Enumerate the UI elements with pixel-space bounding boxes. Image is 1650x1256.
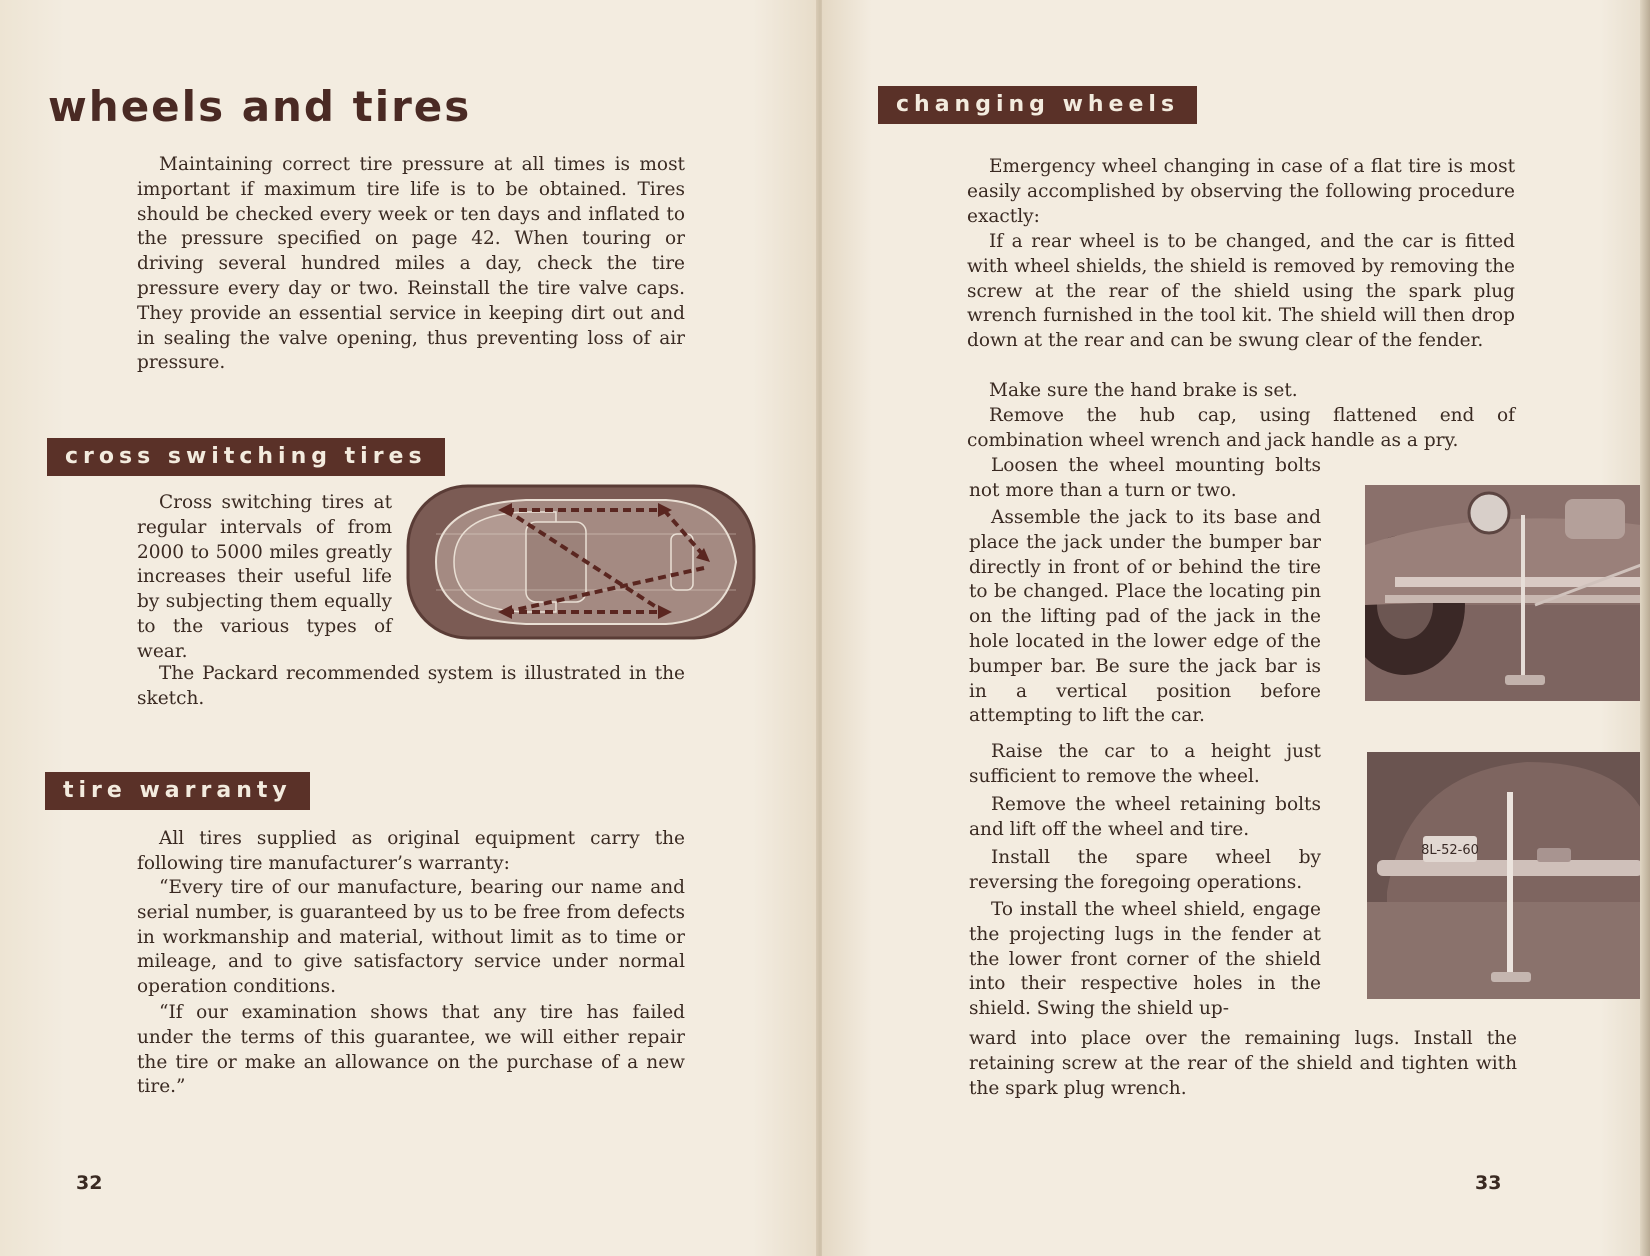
- changing-paragraph-4: Remove the hub cap, using flattened end of combination wheel wrench and jack handle as a pry.: [967, 405, 1515, 451]
- changing-paragraph-6: Assemble the jack to its base and place the jack under the bumper bar directly in front of or behind the tire to be changed. Place the locating pin on the lifting pad of the jack in the hole located in the lower edge of the bumper bar. Be sure the jack bar is in a vertical position before attempting to lift the car.: [969, 507, 1321, 727]
- changing-paragraph-10a: To install the wheel shield, engage the projecting lugs in the fender at the lower front corner of the shield into their respective holes in the shield. Swing the shield up-: [969, 899, 1321, 1020]
- intro-paragraph: Maintaining correct tire pressure at all times is most important if maximum tire life is to be obtained. Tires should be checked every week or ten days and inflated to the pressure specified on page 42. When touring or driving several hundred miles a day, check the tire pressure every day or two. Reinstall the tire valve caps. They provide an essential service in keeping dirt out and in sealing the valve opening, thus preventing loss of air pressure.: [137, 154, 685, 374]
- changing-paragraph-8: Remove the wheel retaining bolts and lift off the wheel and tire.: [969, 794, 1321, 840]
- changing-paragraph-5: Loosen the wheel mounting bolts not more than a turn or two.: [969, 455, 1321, 501]
- changing-paragraph-2: If a rear wheel is to be changed, and the car is fitted with wheel shields, the shield is removed by removing the screw at the rear of the shield using the spark plug wrench furnished in the tool kit. The shield will then drop down at the rear and can be swung clear of the fender.: [967, 231, 1515, 352]
- page-number-left: 32: [76, 1172, 103, 1194]
- license-plate-text: 8L-52-60: [1421, 843, 1479, 858]
- changing-paragraph-1: Emergency wheel changing in case of a flat tire is most easily accomplished by observing the following procedure exactly:: [967, 156, 1515, 227]
- changing-wheels-heading: changing wheels: [878, 86, 1197, 124]
- jack-rear-bumper-photo: [1367, 752, 1643, 999]
- warranty-paragraph-2: “Every tire of our manufacture, bearing our name and serial number, is guaranteed by us to be free from defects in workmanship and material, without limit as to time or mileage, and to give satisfactory service under normal operation conditions.: [137, 877, 685, 998]
- cross-switching-text-2: The Packard recommended system is illustrated in the sketch.: [137, 663, 685, 709]
- changing-paragraph-7: Raise the car to a height just sufficient to remove the wheel.: [969, 741, 1321, 787]
- left-page: [0, 0, 818, 1256]
- page-number-right: 33: [1475, 1172, 1502, 1194]
- tire-warranty-heading: tire warranty: [45, 772, 310, 810]
- changing-paragraph-10b: ward into place over the remaining lugs. Install the retaining screw at the rear of the shield and tighten with the spark plug wrench.: [969, 1028, 1517, 1099]
- warranty-paragraph-3: “If our examination shows that any tire has failed under the terms of this guarantee, we will either repair the tire or make an allowance on the purchase of a new tire.”: [137, 1002, 685, 1098]
- changing-paragraph-9: Install the spare wheel by reversing the foregoing operations.: [969, 847, 1321, 893]
- cross-switching-heading: cross switching tires: [47, 438, 445, 476]
- right-page: [822, 0, 1650, 1256]
- jack-front-bumper-photo: [1365, 485, 1641, 701]
- cross-switching-text: Cross switching tires at regular intervals of from 2000 to 5000 miles greatly increases their useful life by subjecting them equally to the various types of wear.: [137, 492, 392, 662]
- tire-rotation-sketch: [406, 484, 756, 640]
- page-title: wheels and tires: [48, 82, 472, 131]
- page-edge: [1640, 0, 1650, 1256]
- warranty-paragraph-1: All tires supplied as original equipment carry the following tire manufacturer’s warranty:: [137, 828, 685, 874]
- changing-paragraph-3: Make sure the hand brake is set.: [989, 380, 1298, 401]
